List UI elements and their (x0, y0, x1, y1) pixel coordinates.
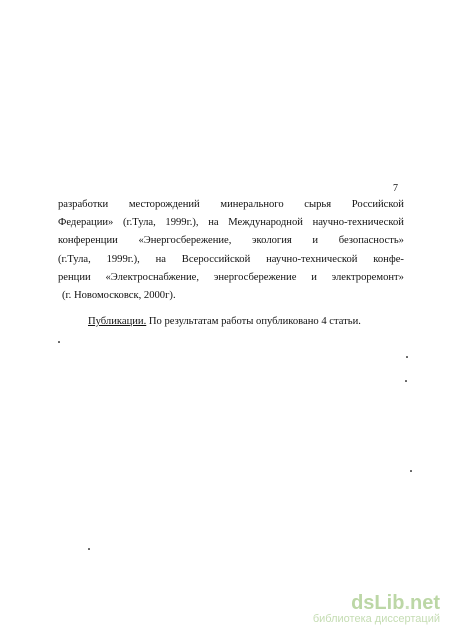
word: 1999г.), (165, 217, 199, 229)
word: разработки (58, 199, 109, 210)
word: на (155, 253, 166, 265)
watermark-subtitle: библиотека диссертаций (312, 613, 440, 625)
word: Всероссийской (181, 253, 251, 265)
word: ренции (58, 271, 91, 283)
publications-line (88, 316, 361, 327)
word: минерального (220, 199, 284, 210)
scan-speck (58, 341, 60, 343)
word: месторождений (128, 199, 200, 210)
word: научно-технической (266, 253, 358, 265)
word: Российской (351, 199, 404, 210)
word: безопасность» (338, 235, 404, 247)
word: конференции (58, 235, 118, 247)
word: сырья (304, 199, 332, 210)
word: «Энергосбережение, (138, 235, 232, 247)
page-number: 7 (393, 183, 398, 194)
word: «Электроснабжение, (105, 271, 200, 283)
publications-text: По результатам работы опубликовано 4 статьи. (146, 316, 361, 327)
body-paragraph (58, 196, 404, 305)
dslib-watermark (313, 593, 440, 626)
word: (г.Тула, (58, 253, 91, 265)
logo-main: dsLib (351, 592, 405, 614)
word: Международной (228, 217, 303, 229)
word: 1999г.), (106, 253, 140, 265)
word: экология (252, 235, 292, 247)
dslib-logo (313, 593, 440, 613)
scan-speck (410, 470, 412, 472)
word: (г.Тула, (122, 217, 156, 229)
word: Федерации» (58, 217, 114, 229)
word: (г. Новомосковск, 2000г). (62, 290, 176, 302)
paragraph-line (58, 269, 404, 287)
logo-tld: net (410, 592, 440, 614)
word: электроремонт» (331, 271, 404, 283)
scan-speck (405, 380, 407, 382)
logo-dot: . (404, 592, 410, 614)
word: на (208, 217, 219, 229)
scan-speck (406, 356, 408, 358)
publications-label: Публикации. (88, 316, 147, 327)
word: и (311, 271, 317, 283)
word: конфе- (373, 253, 404, 265)
word: и (312, 235, 319, 247)
paragraph-line (58, 251, 404, 269)
paragraph-line (58, 196, 404, 214)
scan-speck (88, 548, 90, 550)
word: научно-технической (312, 217, 404, 229)
paragraph-line (58, 232, 404, 250)
word: энергосбережение (213, 271, 297, 283)
paragraph-line (58, 287, 404, 305)
paragraph-line (58, 214, 404, 232)
